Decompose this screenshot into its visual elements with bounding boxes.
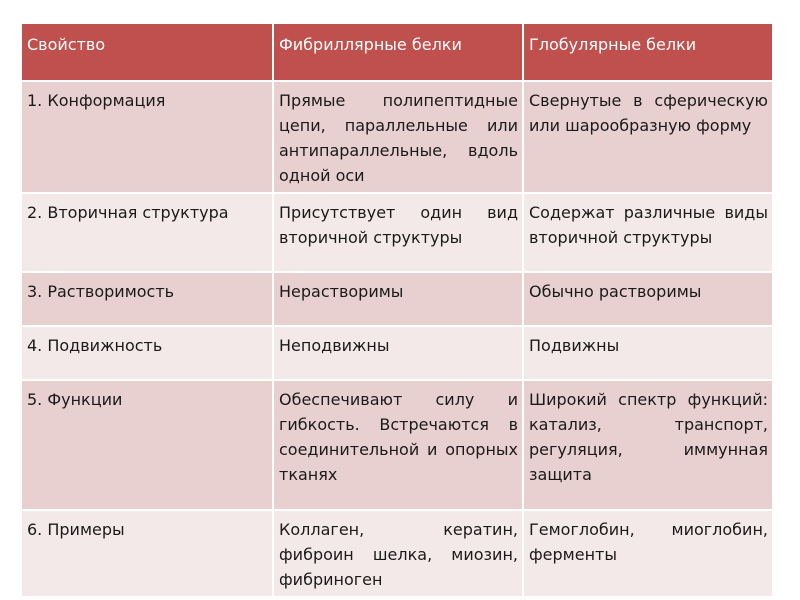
table-header-row	[21, 23, 773, 81]
table-row	[21, 272, 773, 326]
cell-fibrillar: Прямые полипептидные цепи, параллельные или антипараллельные, вдоль одной оси	[273, 81, 523, 193]
cell-property: 6. Примеры	[21, 510, 273, 597]
cell-property: 1. Конформация	[21, 81, 273, 193]
cell-globular: Широкий спектр функций: катализ, транспорт, регуляция, иммунная защита	[523, 380, 773, 510]
cell-fibrillar: Присутствует один вид вторичной структуры	[273, 193, 523, 272]
cell-property: 5. Функции	[21, 380, 273, 510]
cell-globular: Свернутые в сферическую или шарообразную форму	[523, 81, 773, 193]
header-fibrillar: Фибриллярные белки	[273, 23, 523, 81]
table-row	[21, 326, 773, 380]
protein-comparison-table	[20, 22, 774, 598]
cell-globular: Гемоглобин, миоглобин, ферменты	[523, 510, 773, 597]
cell-fibrillar: Обеспечивают силу и гибкость. Встречаются в соединительной и опорных тканях	[273, 380, 523, 510]
cell-fibrillar: Нерастворимы	[273, 272, 523, 326]
cell-property: 4. Подвижность	[21, 326, 273, 380]
cell-fibrillar: Неподвижны	[273, 326, 523, 380]
table-row	[21, 81, 773, 193]
cell-globular: Обычно растворимы	[523, 272, 773, 326]
table-row	[21, 193, 773, 272]
header-globular: Глобулярные белки	[523, 23, 773, 81]
comparison-table-container	[20, 22, 772, 598]
header-property: Свойство	[21, 23, 273, 81]
table-row	[21, 380, 773, 510]
cell-fibrillar: Коллаген, кератин, фиброин шелка, миозин, фибриноген	[273, 510, 523, 597]
cell-globular: Содержат различные виды вторичной структуры	[523, 193, 773, 272]
cell-property: 3. Растворимость	[21, 272, 273, 326]
table-row	[21, 510, 773, 597]
cell-globular: Подвижны	[523, 326, 773, 380]
cell-property: 2. Вторичная структура	[21, 193, 273, 272]
